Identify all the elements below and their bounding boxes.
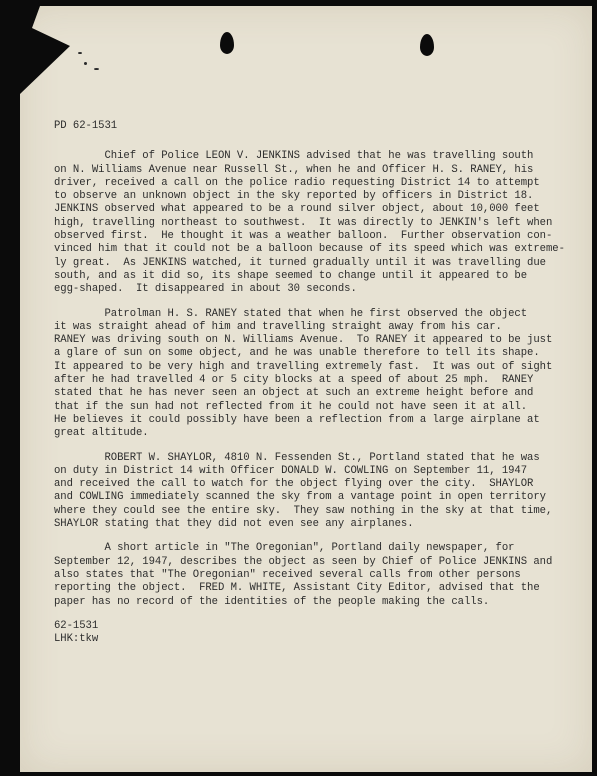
text-line: and received the call to watch for the object flying over the city. SHAYLOR — [54, 478, 534, 491]
paragraph — [54, 150, 564, 296]
file-reference: 62-1531 — [54, 619, 99, 632]
paragraph — [54, 452, 564, 532]
text-line: vinced him that it could not be a balloon because of its speed which was extreme- — [54, 243, 565, 256]
text-line: where they could see the entire sky. They saw nothing in the sky at that time, — [54, 504, 553, 517]
text-line: paper has no record of the identities of the people making the calls. — [54, 595, 490, 608]
document-text — [54, 120, 564, 646]
text-line: great altitude. — [54, 427, 149, 440]
ink-speck — [94, 68, 99, 70]
text-line: ly great. As JENKINS watched, it turned gradually until it was travelling due — [54, 256, 546, 269]
text-line: It appeared to be very high and travelling extremely fast. It was out of sight — [54, 360, 553, 373]
text-line: Patrolman H. S. RANEY stated that when he first observed the object — [54, 307, 528, 320]
ink-speck — [78, 52, 82, 54]
ink-speck — [84, 62, 87, 65]
text-line: high, travelling northeast to southwest. It was directly to JENKIN's left when — [54, 216, 553, 229]
text-line: A short article in "The Oregonian", Portland daily newspaper, for — [54, 542, 515, 555]
paragraph — [54, 308, 564, 441]
text-line: that if the sun had not reflected from it he could not have seen it at all. — [54, 400, 528, 413]
text-line: September 12, 1947, describes the object as seen by Chief of Police JENKINS and — [54, 555, 553, 568]
punch-hole — [420, 34, 434, 56]
text-line: a glare of sun on some object, and he was unable therefore to tell its shape. — [54, 347, 540, 360]
file-number: PD 62-1531 — [54, 120, 118, 132]
paragraph — [54, 542, 564, 608]
text-line: on N. Williams Avenue near Russell St., when he and Officer H. S. RANEY, his — [54, 163, 534, 176]
text-line: He believes it could possibly have been a reflection from a large airplane at — [54, 413, 540, 426]
reference-footer — [54, 620, 564, 647]
text-line: SHAYLOR stating that they did not even see any airplanes. — [54, 518, 414, 531]
text-line: stated that he has never seen an object at such an extreme height before and — [54, 387, 534, 400]
text-line: it was straight ahead of him and travelling straight away from his car. — [54, 320, 502, 333]
text-line: on duty in District 14 with Officer DONALD W. COWLING on September 11, 1947 — [54, 464, 528, 477]
text-line: reporting the object. FRED M. WHITE, Assistant City Editor, advised that the — [54, 582, 540, 595]
text-line: after he had travelled 4 or 5 city blocks at a speed of about 25 mph. RANEY — [54, 374, 534, 387]
text-line: driver, received a call on the police radio requesting District 14 to attempt — [54, 176, 540, 189]
text-line: south, and as it did so, its shape seemed to change until it appeared to be — [54, 269, 528, 282]
punch-hole — [220, 32, 234, 54]
text-line: and COWLING immediately scanned the sky from a vantage point in open territory — [54, 491, 546, 504]
typist-initials: LHK:tkw — [54, 633, 99, 646]
text-line: ROBERT W. SHAYLOR, 4810 N. Fessenden St., Portland stated that he was — [54, 451, 540, 464]
text-line: JENKINS observed what appeared to be a round silver object, about 10,000 feet — [54, 203, 540, 216]
text-line: egg-shaped. It disappeared in about 30 seconds. — [54, 283, 357, 296]
text-line: observed first. He thought it was a weather balloon. Further observation con- — [54, 230, 553, 243]
text-line: RANEY was driving south on N. Williams Avenue. To RANEY it appeared to be just — [54, 334, 553, 347]
text-line: Chief of Police LEON V. JENKINS advised that he was travelling south — [54, 150, 534, 163]
text-line: also states that "The Oregonian" received several calls from other persons — [54, 568, 521, 581]
text-line: to observe an unknown object in the sky reported by officers in District 18. — [54, 190, 534, 203]
